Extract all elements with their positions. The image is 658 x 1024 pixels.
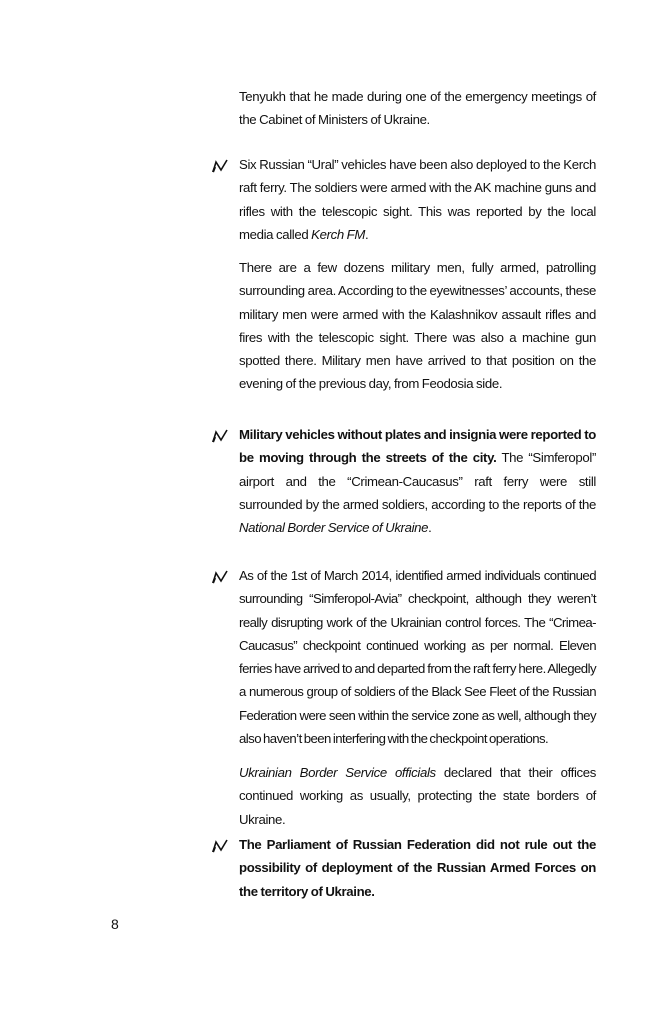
paragraph-text: Six Russian “Ural” vehicles have been also deployed to the Kerch raft ferry. The soldiers were armed with the AK machine guns and rifles with the telescopic sight. This was reported by the local media called xyxy=(239,157,596,242)
paragraph-text: As of the 1st of March 2014, identified armed individuals continued surrounding “Simferopol-Avia” checkpoint, although they weren’t really disrupting work of the Ukrainian control forces. The “Crimea-Caucasus” checkpoint continued working as per normal. Eleven ferries have arrived to and departed from the raft ferry here. Allegedly a numerous group of soldiers of the Black See Fleet of the Russian Federation were seen within the service zone as well, although they also haven’t been interfering with the checkpoint operations. xyxy=(239,568,596,747)
paragraph-text: Tenyukh that he made during one of the emergency meetings of the Cabinet of Ministers of Ukraine. xyxy=(239,89,596,128)
paragraph-text: The “Simferopol” airport and the “Crimean-Caucasus” raft ferry were still surrounded by the armed soldiers, according to the reports of the xyxy=(239,450,596,512)
page-number: 8 xyxy=(111,916,119,932)
report-source: National Border Service of Ukraine xyxy=(239,520,429,536)
paragraph-military-men xyxy=(239,256,596,396)
bullet-check-arrow-icon xyxy=(210,428,230,444)
bullet-paragraph-parliament xyxy=(239,833,596,903)
bullet-check-arrow-icon xyxy=(210,569,230,585)
bullet-check-arrow-icon xyxy=(210,838,230,854)
media-source: Kerch FM xyxy=(311,226,366,242)
paragraph-end: . xyxy=(365,226,369,242)
paragraph-text: declared that their offices continued working as usually, protecting the state borders of Ukraine. xyxy=(239,765,597,827)
bullet-paragraph-ural-vehicles xyxy=(239,153,596,246)
paragraph-continuation xyxy=(239,85,596,132)
bold-lead: The Parliament of Russian Federation did not rule out the possibility of deployment of the Russian Armed Forces on the territory of Ukraine. xyxy=(239,837,596,899)
bold-lead: Military vehicles without plates and insignia were reported to be moving through the streets of the city. xyxy=(239,427,596,466)
paragraph-end: . xyxy=(428,520,432,536)
bullet-paragraph-checkpoint xyxy=(239,564,596,750)
report-source: Ukrainian Border Service officials xyxy=(239,765,436,780)
bullet-check-arrow-icon xyxy=(210,158,230,174)
bullet-paragraph-military-vehicles xyxy=(239,423,596,539)
paragraph-text: There are a few dozens military men, fully armed, patrolling surrounding area. According to the eyewitnesses’ accounts, these military men were armed with the Kalashnikov assault rifles and fires with the telescopic sight. There was also a machine gun spotted there. Military men have arrived to that position on the evening of the previous day, from Feodosia side. xyxy=(239,260,597,392)
paragraph-border-service xyxy=(239,761,596,831)
